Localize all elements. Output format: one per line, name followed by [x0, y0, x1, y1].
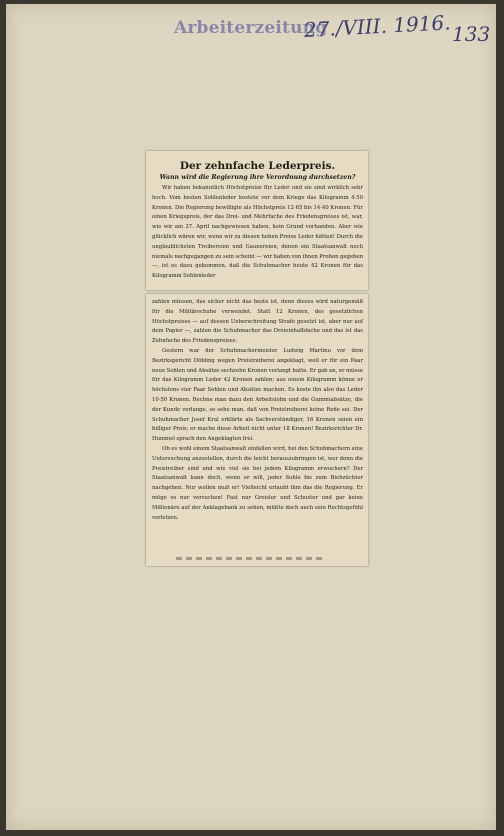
- article-headline: Der zehnfache Lederpreis.: [179, 160, 336, 172]
- clipping-bottom: [146, 294, 368, 566]
- handwritten-date: 27./VIII. 1916.: [303, 10, 452, 42]
- newspaper-stamp: Arbeiterzeitung: [174, 18, 328, 38]
- article-subhead: Wann wird die Regierung ihre Verordnung durchsetzen?: [159, 174, 356, 181]
- paper-sheet: [6, 4, 496, 830]
- column-end-rule: [176, 557, 326, 560]
- article-paragraph-1: Wir haben bekanntlich Höchstpreise für Leder und sie sind wirklich sehr hoch. Vom besten Sohlenleder kostete vor dem Kriege das Kilogramm 4·50 Kronen. Die Regierung bewilligte als Höchstpreis 12·65 bis 14·40 Kronen. Für einen Kriegspreis, der das Drei- und Mehrfache des Friedenspreises ist, war, wie wir am 27. April nachgewiesen haben, kein Grund vorhanden. Aber wie glücklich wären wir, wenn wir zu diesen hohen Preise Leder hätten! Durch die unglaublichsten Treibereien und Gaunereien, denen ein Staatsanwalt noch niemals nachgegangen zu sein scheint — wir haben von ihnen Proben gegeben —, ist es dazu gekommen, daß die Schuhmacher heute 42 Kronen für das Kilogramm Sohlenleder: [152, 185, 363, 280]
- article-paragraph-3: Gestern war der Schuhmachermeister Ludwig Martinu vor dem Bezirksgericht Döbling wegen Preistreiberei angeklagt, weil er für ein Paar neue Sohlen und Absätze sechzehn Kronen verlangt hatte. Er gab an, er müsse für das Kilogramm Leder 42 Kronen zahlen; aus einem Kilogramm könne er höchstens vier Paar Sohlen und Absätze machen. Es koste ihn also das Leder 10·50 Kronen. Rechne man dazu den Arbeitslohn und die Gummiabsätze, die der Kunde verlange, so sehe man, daß von Preistreiberei keine Rede sei. Der Schuhmacher Josef Kral erklärte als Sachverständiger, 16 Kronen seien ein billiger Preis; er mache diese Arbeit nicht unter 18 Kronen! Bezirksrichter Dr. Hummel sprach den Angeklagten frei.: [152, 347, 363, 443]
- clipping-top: [146, 151, 368, 290]
- handwritten-number: 133: [452, 22, 491, 46]
- article-paragraph-4: Ob es wohl einem Staatsanwalt einfallen wird, bei den Schuhmachern eine Untersuchung anzustellen, durch die leicht herauszubringen ist, wer denn die Preistreiber sind und wie viel sie bei jedem Kilogramm erwuchern? Der Staatsanwalt kann doch, wenn er will, jeder Sohle bis zum Biehzüchter nachgehen. Nur wollen muß er! Vielleicht erlaubt ihm das die Regierung. Er möge es nur versuchen! Fast nur Greisler und Schuster und gar keine Millionäre auf der Anklagebank zu sehen, müßte doch auch sein Rechtsgefühl verletzen.: [152, 445, 363, 521]
- article-paragraph-2: zahlen müssen, das sicher nicht das beste ist, denn dieses wird naturgemäß für die Militärschuhe verwendet. Statt 12 Kronen, des gesetzlichen Höchstpreises — auf dessen Ueberschreitung Strafe gesetzt ist, aber nur auf dem Papier —, zahlen die Schuhmacher das Dreieinhalbfache und das ist das Zehnfache des Friedenspreises.: [152, 299, 363, 345]
